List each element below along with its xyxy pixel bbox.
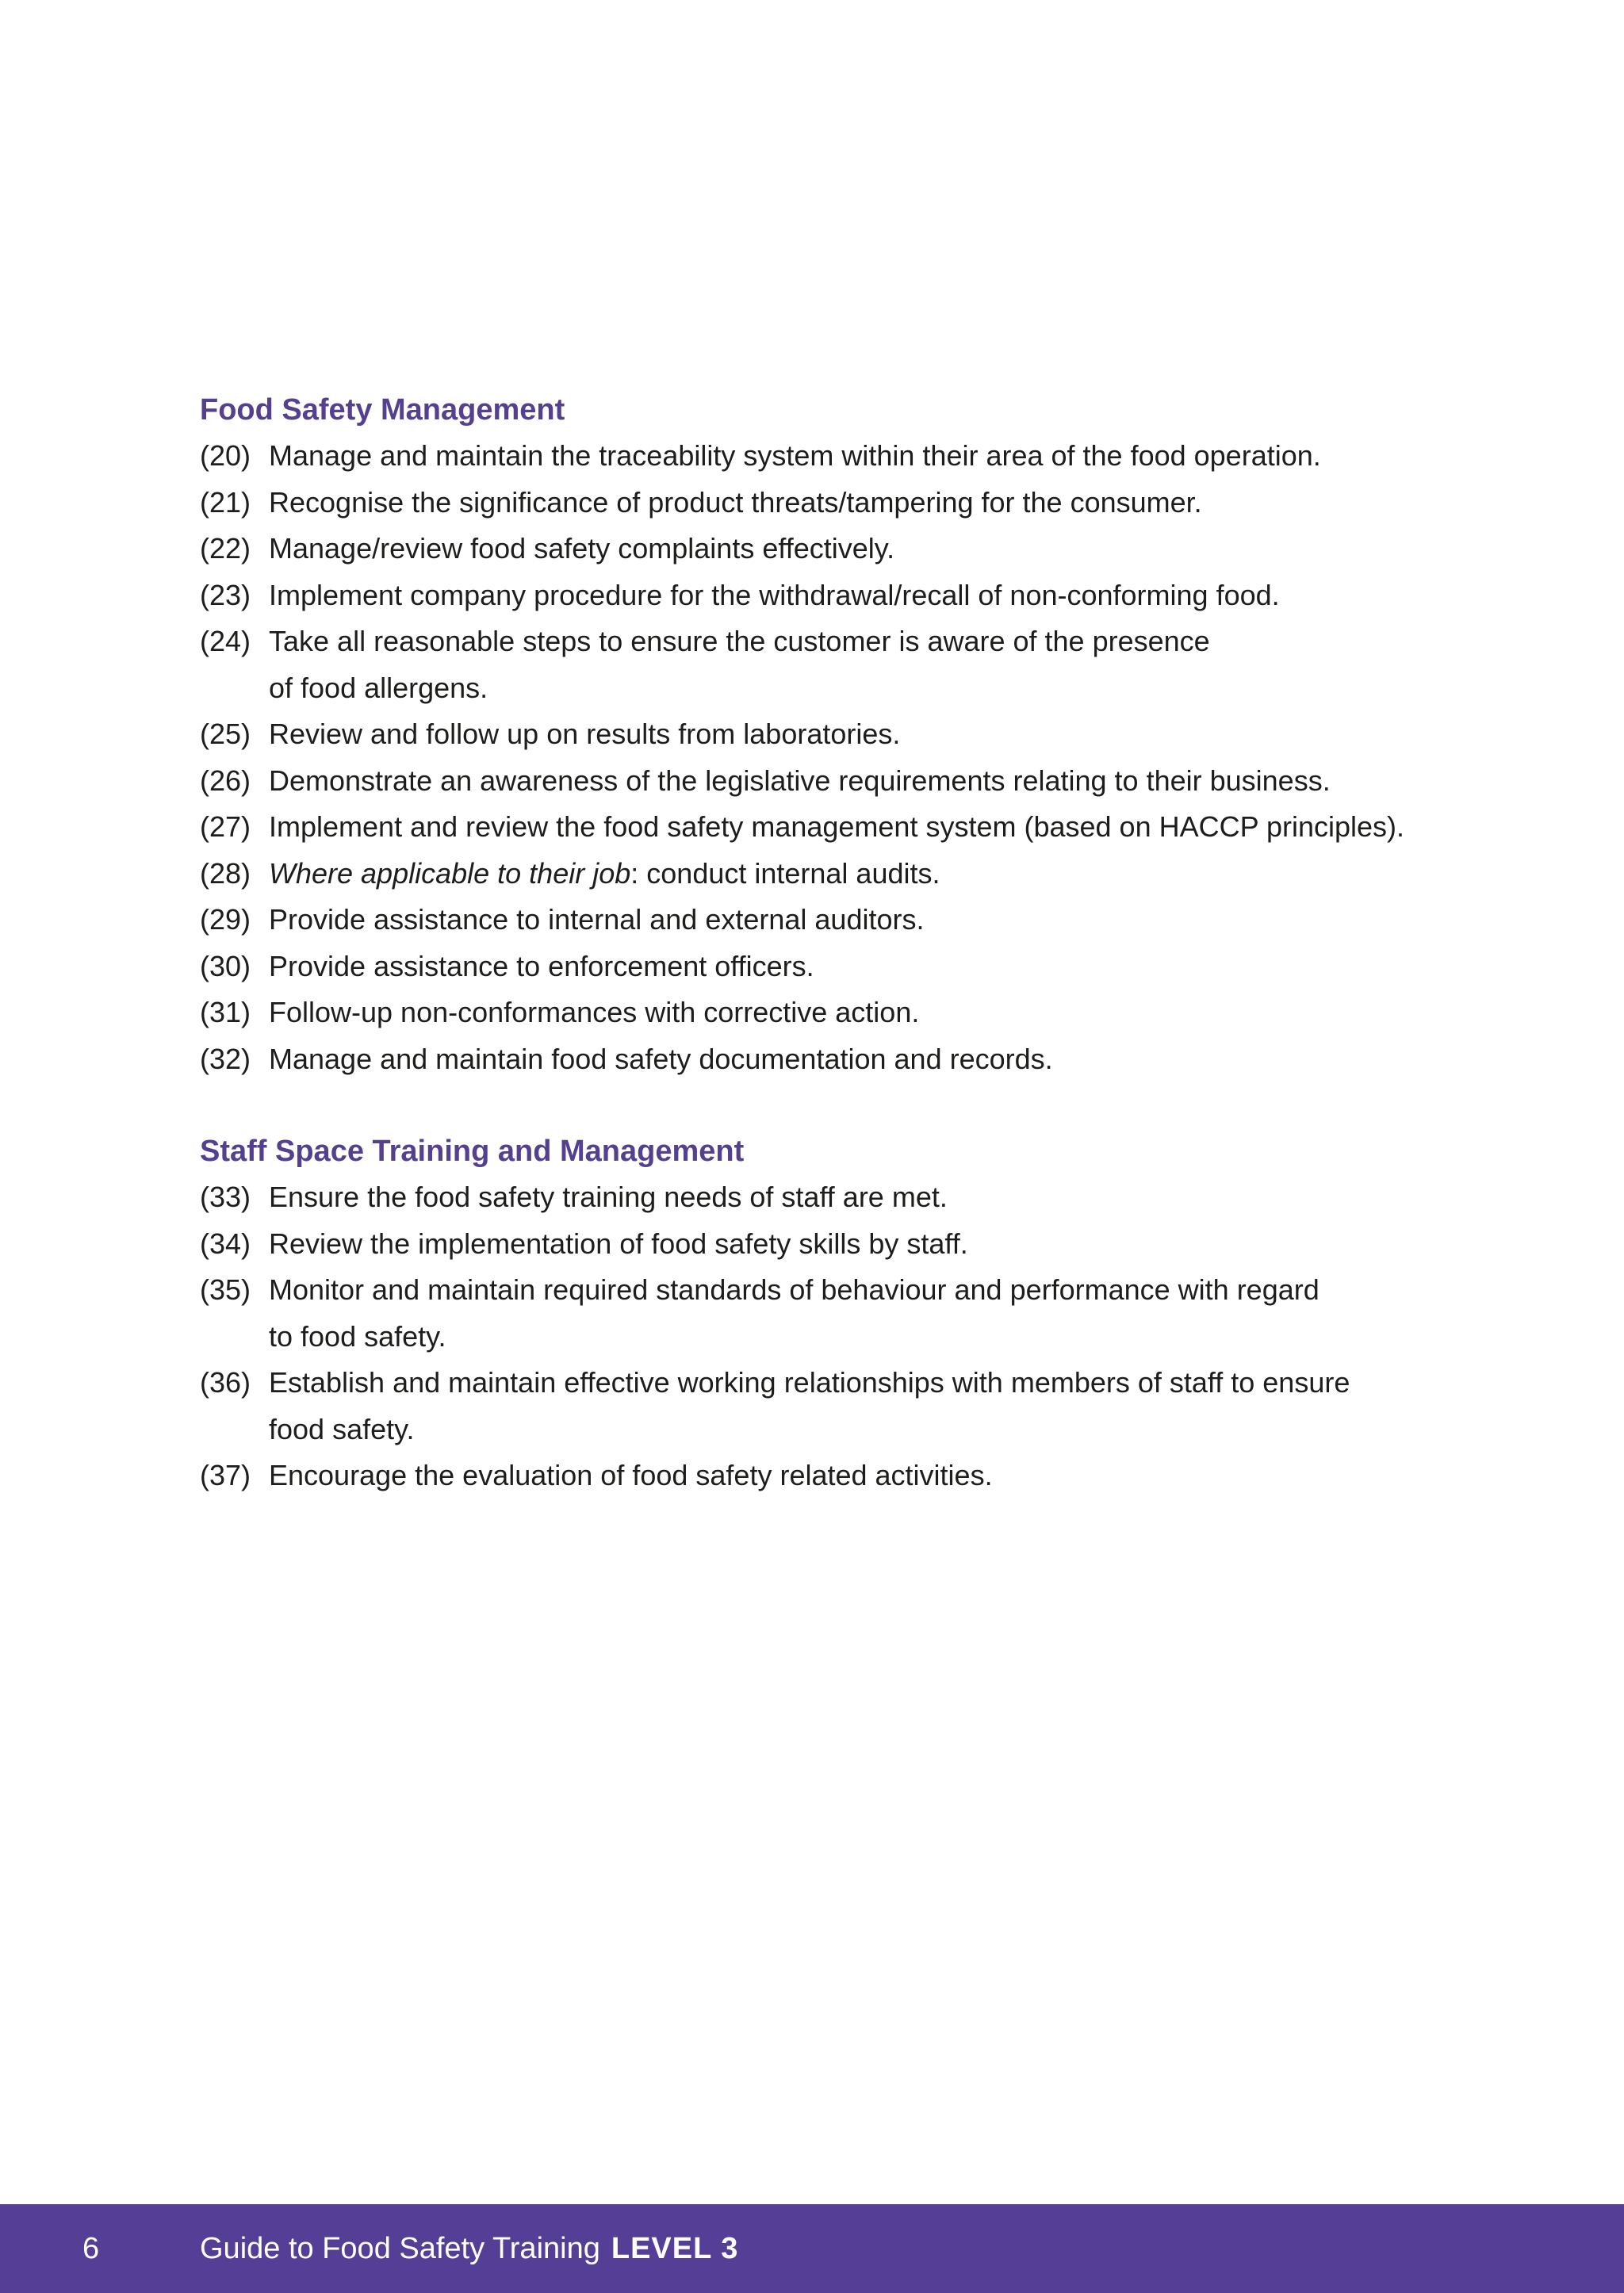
- item-number: (24): [200, 625, 251, 657]
- item-number: (29): [200, 903, 251, 936]
- item-number: (28): [200, 856, 251, 890]
- item-text: Provide assistance to enforcement officers.: [269, 949, 814, 982]
- item-text: Implement company procedure for the withdrawal/recall of non-conforming food.: [269, 578, 1280, 611]
- footer-level: LEVEL 3: [611, 2232, 739, 2265]
- list-item: [200, 990, 1469, 1036]
- item-text-rest: : conduct internal audits.: [630, 856, 940, 890]
- item-text: Encourage the evaluation of food safety related activities.: [269, 1459, 993, 1491]
- item-number: (32): [200, 1042, 251, 1075]
- list-item: [200, 711, 1469, 758]
- list-item: [200, 1036, 1469, 1083]
- list-item: [200, 572, 1469, 619]
- page-number: 6: [82, 2232, 100, 2265]
- list-item: [200, 944, 1469, 990]
- item-number: (26): [200, 764, 251, 797]
- item-number: (25): [200, 718, 251, 750]
- item-number: (34): [200, 1227, 251, 1260]
- list-item: [200, 433, 1469, 480]
- document-body: [200, 387, 1469, 1499]
- list-item: [200, 1360, 1469, 1453]
- list-item: [200, 1453, 1469, 1499]
- item-number: (27): [200, 810, 251, 843]
- item-text: Ensure the food safety training needs of staff are met.: [269, 1181, 948, 1213]
- item-text: Manage/review food safety complaints effectively.: [269, 532, 895, 565]
- list-item: [200, 897, 1469, 944]
- item-text: Implement and review the food safety management system (based on HACCP principles).: [269, 810, 1405, 843]
- item-number: (31): [200, 996, 251, 1028]
- item-text-line: Establish and maintain effective working relationships with members of staff to ensure: [269, 1366, 1350, 1399]
- list-item: [200, 1267, 1469, 1360]
- item-text: Demonstrate an awareness of the legislative requirements relating to their business.: [269, 764, 1331, 797]
- item-number: (23): [200, 578, 251, 611]
- section-heading: Staff Space Training and Management: [200, 1135, 745, 1168]
- item-number: (33): [200, 1181, 251, 1213]
- footer-title-text: Guide to Food Safety Training: [200, 2232, 600, 2265]
- list-item: [200, 851, 1469, 898]
- item-text-line: of food allergens.: [269, 671, 488, 704]
- item-text: Review the implementation of food safety skills by staff.: [269, 1227, 968, 1260]
- list-item: [200, 758, 1469, 805]
- list-item: [200, 480, 1469, 526]
- list-item: [200, 804, 1469, 851]
- item-text: Review and follow up on results from laboratories.: [269, 718, 901, 750]
- section-staff-training-management: [200, 1128, 1469, 1499]
- item-text: Manage and maintain the traceability system within their area of the food operation.: [269, 439, 1321, 472]
- item-text: [269, 618, 1469, 711]
- list-item: [200, 618, 1469, 711]
- item-text: [269, 851, 1469, 898]
- list-item: [200, 1174, 1469, 1221]
- item-text: Recognise the significance of product threats/tampering for the consumer.: [269, 485, 1202, 519]
- item-text: Follow-up non-conformances with corrective action.: [269, 996, 920, 1028]
- item-text-line: to food safety.: [269, 1319, 446, 1353]
- item-number: (35): [200, 1273, 251, 1306]
- item-text: Manage and maintain food safety documentation and records.: [269, 1042, 1053, 1075]
- footer-title: [200, 2226, 738, 2271]
- item-text: [269, 1360, 1469, 1453]
- list-item: [200, 526, 1469, 572]
- item-text-line: Take all reasonable steps to ensure the customer is aware of the presence: [269, 625, 1210, 657]
- item-text-line: food safety.: [269, 1412, 415, 1445]
- item-text: Provide assistance to internal and external auditors.: [269, 903, 925, 936]
- item-number: (36): [200, 1366, 251, 1399]
- item-text: [269, 1267, 1469, 1360]
- footer-bar: [0, 2204, 1624, 2293]
- item-text-line: Monitor and maintain required standards of behaviour and performance with regard: [269, 1273, 1320, 1306]
- item-text-italic: Where applicable to their job: [269, 856, 631, 890]
- section-food-safety-management: [200, 387, 1469, 1082]
- item-number: (22): [200, 532, 251, 565]
- section-heading: Food Safety Management: [200, 393, 565, 427]
- item-number: (37): [200, 1459, 251, 1491]
- item-number: (30): [200, 949, 251, 982]
- item-number: (21): [200, 485, 251, 519]
- item-number: (20): [200, 439, 251, 472]
- list-item: [200, 1221, 1469, 1268]
